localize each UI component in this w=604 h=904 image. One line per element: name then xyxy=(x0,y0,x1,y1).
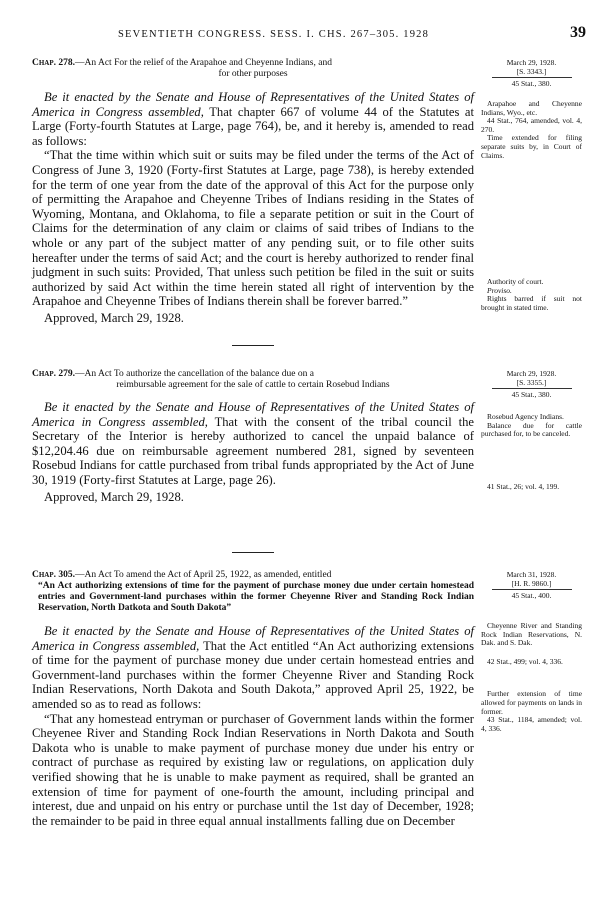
enacting-paragraph xyxy=(32,400,474,488)
chapter-title-continued: for other purposes xyxy=(218,69,288,79)
running-header xyxy=(30,24,586,42)
margin-note: 42 Stat., 499; vol. 4, 336. xyxy=(487,656,563,666)
section-divider xyxy=(232,345,274,346)
enacting-clause: Be it enacted by the Senate and House of Representatives of the United States of America in Congress assembled, xyxy=(32,400,474,429)
margin-notes-279 xyxy=(481,369,582,491)
page-number: 39 xyxy=(570,24,586,41)
enactment-date: March 29, 1928. xyxy=(506,58,557,67)
chapter-305 xyxy=(32,570,474,828)
chapter-title-continued: reimbursable agreement for the sale of cattle to certain Rosebud Indians xyxy=(116,380,390,390)
margin-note: Balance due for cattle purchased for, to be canceled. xyxy=(481,420,582,439)
approval-line: Approved, March 29, 1928. xyxy=(44,489,184,504)
enacting-clause: Be it enacted by the Senate and House of Representatives of the United States of America in Congress assembled, xyxy=(32,624,474,653)
chapter-number: Chap. 278. xyxy=(32,58,76,68)
margin-notes-305 xyxy=(481,570,582,733)
enacting-paragraph xyxy=(32,624,474,712)
chapter-title-line: —An Act To authorize the cancellation of the balance due on a xyxy=(75,369,314,379)
amended-text-paragraph: “That any homestead entryman or purchaser of Government lands within the former Cheyenee River and Standing Rock Indian Reservations in North Dakota and South Dakota who is unable to make payment of purchase money due under his entry or contract of purchase as required by existing law or regulations, on application duly verified showing that he is unable to make payment as required, shall be granted an extension of time for payment of one-fourth the amount, including principal and interest, due and unpaid on his entry or purchase until the 1st day of December, 1928; the remainder to be paid in three equal annual installments falling due on December xyxy=(32,711,474,828)
section-divider xyxy=(232,552,274,553)
citation-rule xyxy=(492,388,572,389)
margin-note: Rosebud Agency Indians. xyxy=(487,412,564,421)
margin-note: Authority of court. xyxy=(487,277,544,287)
statute-citation: 45 Stat., 380. xyxy=(511,390,552,399)
paragraph-text: That the Act entitled “An Act authorizing extensions of time for the payment of purchase money due under certain homestead entries and Government-land purchases within the former Cheyenne River and Standing Rock Indian Reservations, North Dakota and South Dakota,” approved April 25, 1922, be amended so as to read as follows: xyxy=(32,638,474,711)
margin-note: Arapahoe and Cheyenne Indians, Wyo., etc. xyxy=(481,99,582,117)
chapter-title-continued: “An Act authorizing extensions of time for the payment of purchase money due under certain homestead entries and Government-land purchases within the former Cheyenne River and Standing Rock Indian Reservation, North Datkota and South Dakota” xyxy=(38,581,474,613)
statute-citation: 45 Stat., 400. xyxy=(511,591,552,600)
chapter-body xyxy=(32,90,474,309)
bill-number: [S. 3355.] xyxy=(516,378,547,387)
citation-rule xyxy=(492,589,572,590)
chapter-heading xyxy=(32,570,474,614)
chapter-title-line: —An Act To amend the Act of April 25, 1922, as amended, entitled xyxy=(75,570,332,580)
enactment-date: March 31, 1928. xyxy=(506,570,557,579)
approval-line: Approved, March 29, 1928. xyxy=(44,310,184,325)
chapter-279 xyxy=(32,369,474,505)
paragraph-text: That chapter 667 of volume 44 of the Statutes at Large (Forty-fourth Statutes at Large, page 764), be, and it hereby is, amended to read as follows: xyxy=(32,104,475,148)
statute-citation: 45 Stat., 380. xyxy=(511,79,552,88)
chapter-number: Chap. 279. xyxy=(32,369,76,379)
enacting-clause: Be it enacted by the Senate and House of Representatives of the United States of America in Congress assembled, xyxy=(32,90,474,119)
margin-note: 44 Stat., 764, amended, vol. 4, 270. xyxy=(481,116,582,134)
chapter-278 xyxy=(32,58,474,326)
margin-note: Cheyenne River and Standing Rock Indian Reservations, N. Dak. and S. Dak. xyxy=(481,621,582,648)
enactment-date: March 29, 1928. xyxy=(506,369,557,378)
chapter-body xyxy=(32,624,474,828)
margin-note: 41 Stat., 26; vol. 4, 199. xyxy=(487,481,560,491)
margin-note: 43 Stat., 1184, amended; vol. 4, 336. xyxy=(481,715,582,733)
margin-note: Time extended for filing separate suits by, in Court of Claims. xyxy=(481,133,582,160)
running-head-title: SEVENTIETH CONGRESS. SESS. I. CHS. 267–305. 1928 xyxy=(118,29,430,40)
chapter-number: Chap. 305. xyxy=(32,570,76,580)
bill-number: [H. R. 9860.] xyxy=(511,579,552,588)
paragraph-text: That with the consent of the tribal council the Secretary of the Interior is hereby authorized to cancel the unpaid balance of $12,204.46 due on reimbursable agreement numbered 281, signed by seventeen Rosebud Indians for cattle purchased from tribal funds appropriated by the Act of June 30, 1919 (Forty-first Statutes at Large, page 26). xyxy=(32,414,474,487)
margin-notes-278 xyxy=(481,58,582,313)
amended-text-paragraph: “That the time within which suit or suits may be filed under the terms of the Act of Congress of June 3, 1920 (Forty-first Statutes at Large, page 738), is hereby extended for the term of one year from the date of the approval of this Act for the purpose only of permitting the Arapahoe and Cheyenne Tribes of Indians residing in the States of Wyoming, Montana, and Oklahoma, to file a separate petition or suit in the Court of Claims for the determination of any claim or claims of said tribes of Indians to the whole or any part of the subject matter of any pending suit, or to file other suits hereafter under the terms of said Act; and the court is hereby authorized to render final judgment in such suits: Provided, That unless such petition be filed in the suit or suits authorized by said Act within the time herein stated all right of intervention by the Arapahoe and Cheyenne Tribes of Indians therein shall be forever barred.” xyxy=(32,148,474,309)
bill-number: [S. 3343.] xyxy=(516,67,547,76)
chapter-heading xyxy=(32,369,474,391)
margin-note-proviso: Proviso. xyxy=(487,285,512,295)
margin-note: Rights barred if suit not brought in stated time. xyxy=(481,294,582,312)
margin-note: Further extension of time allowed for payments on lands in former. xyxy=(481,689,582,716)
enacting-paragraph xyxy=(32,90,474,148)
citation-rule xyxy=(492,77,572,78)
chapter-body xyxy=(32,400,474,488)
chapter-heading xyxy=(32,58,474,80)
chapter-title-line: —An Act For the relief of the Arapahoe and Cheyenne Indians, and xyxy=(75,58,332,68)
